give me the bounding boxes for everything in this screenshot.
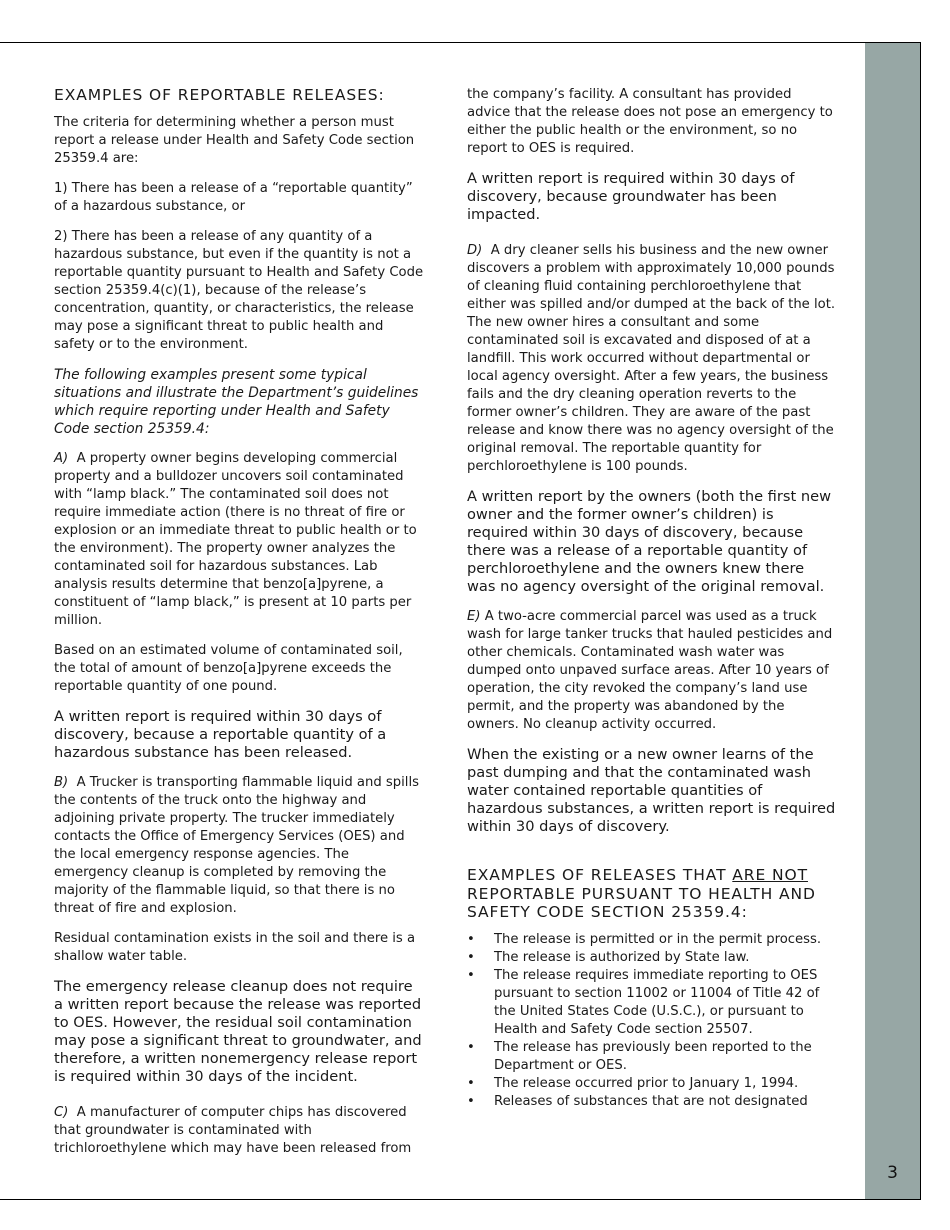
example-a-followup: Based on an estimated volume of contaminated soil, the total of amount of benzo[a]pyrene exceeds the reportable quantity of one pound. — [54, 642, 403, 694]
not-reportable-heading-pre: EXAMPLES OF RELEASES THAT — [467, 866, 733, 884]
top-rule — [0, 42, 921, 43]
list-item-text: The release has previously been reported to the Department or OES. — [494, 1039, 812, 1073]
example-c — [54, 1104, 426, 1158]
list-item — [467, 967, 837, 1039]
not-reportable-heading-post: REPORTABLE PURSUANT TO HEALTH AND SAFETY CODE SECTION 25359.4: — [467, 884, 816, 922]
list-item — [467, 949, 837, 967]
example-d — [467, 242, 837, 476]
spacer — [467, 848, 837, 866]
bullet-icon: • — [467, 967, 475, 983]
example-a-conclusion: A written report is required within 30 days of discovery, because a reportable quantity of a hazardous substance has been released. — [54, 707, 387, 761]
bullet-icon: • — [467, 949, 475, 965]
example-b-followup: Residual contamination exists in the soil and there is a shallow water table. — [54, 930, 416, 964]
bullet-icon: • — [467, 931, 475, 947]
example-d-conclusion: A written report by the owners (both the first new owner and the former owner’s children) is required within 30 days of discovery, because there was a release of a reportable quantity of perchloroethylene and the owners knew there was no agency oversight of the original removal. — [467, 488, 832, 595]
bottom-rule — [0, 1199, 921, 1200]
bullet-icon: • — [467, 1093, 475, 1109]
example-e-label: E) — [467, 609, 481, 624]
example-c-conclusion: A written report is required within 30 days of discovery, because groundwater has been impacted. — [467, 170, 795, 223]
example-a — [54, 450, 426, 630]
list-item — [467, 931, 837, 949]
example-c-label: C) — [54, 1104, 69, 1120]
example-d-label: D) — [467, 243, 483, 258]
example-a-label: A) — [54, 450, 69, 466]
list-item-text: The release occurred prior to January 1, 1994. — [494, 1075, 799, 1091]
example-e-text: A two-acre commercial parcel was used as a truck wash for large tanker trucks that hauled pesticides and other chemicals. Contaminated wash water was dumped onto unpaved surface areas. After 10 years of operation, the city revoked the company’s land use permit, and the property was abandoned by the owners. No cleanup activity occurred. — [467, 609, 833, 732]
bullet-icon: • — [467, 1039, 475, 1055]
page-number: 3 — [887, 1163, 898, 1183]
not-reportable-heading-underlined: ARE NOT — [732, 866, 808, 884]
side-band — [865, 43, 920, 1199]
not-reportable-list — [467, 931, 837, 1111]
criterion-1: 1) There has been a release of a “reportable quantity” of a hazardous substance, or — [54, 180, 413, 214]
example-b — [54, 774, 426, 918]
examples-intro: The following examples present some typical situations and illustrate the Department’s guidelines which require reporting under Health and Safety Code section 25359.4: — [54, 366, 419, 437]
reportable-releases-heading: EXAMPLES OF REPORTABLE RELEASES: — [54, 86, 385, 104]
example-e — [467, 608, 837, 734]
example-b-label: B) — [54, 774, 69, 790]
right-column — [467, 86, 837, 1111]
example-c-continued: the company’s facility. A consultant has provided advice that the release does not pose an emergency to either the public health or the environment, so no report to OES is required. — [467, 87, 833, 156]
example-c-text: A manufacturer of computer chips has discovered that groundwater is contaminated with trichloroethylene which may have been released from — [54, 1104, 412, 1156]
criteria-intro: The criteria for determining whether a person must report a release under Health and Safety Code section 25359.4 are: — [54, 114, 415, 166]
example-a-text: A property owner begins developing commercial property and a bulldozer uncovers soil contaminated with “lamp black.” The contaminated soil does not require immediate action (there is no threat of fire or explosion or an immediate threat to public health or to the environment). The property owner analyzes the contaminated soil for hazardous substances. Lab analysis results determine that benzo[a]pyrene, a constituent of “lamp black,” is present at 10 parts per million. — [54, 450, 417, 628]
side-edge-rule — [920, 42, 921, 1200]
list-item — [467, 1075, 837, 1093]
list-item — [467, 1039, 837, 1075]
example-e-conclusion: When the existing or a new owner learns of the past dumping and that the contaminated wash water contained reportable quantities of hazardous substances, a written report is required within 30 days of discovery. — [467, 746, 836, 835]
criterion-2: 2) There has been a release of any quantity of a hazardous substance, but even if the quantity is not a reportable quantity pursuant to Health and Safety Code section 25359.4(c)(1), because of the release’s concentration, quantity, or characteristics, the release may pose a significant threat to public health and safety or to the environment. — [54, 228, 424, 352]
list-item-text: Releases of substances that are not designated — [494, 1093, 808, 1109]
left-column — [54, 86, 426, 1170]
example-b-text: A Trucker is transporting flammable liquid and spills the contents of the truck onto the highway and adjoining private property. The trucker immediately contacts the Office of Emergency Services (OES) and the local emergency response agencies. The emergency cleanup is completed by removing the majority of the flammable liquid, so that there is no threat of fire and explosion. — [54, 774, 419, 916]
example-b-conclusion: The emergency release cleanup does not require a written report because the release was reported to OES. However, the residual soil contamination may pose a significant threat to groundwater, and therefore, a written nonemergency release report is required within 30 days of the incident. — [54, 977, 422, 1085]
list-item-text: The release is permitted or in the permit process. — [494, 931, 822, 947]
list-item-text: The release is authorized by State law. — [494, 949, 750, 965]
example-d-text: A dry cleaner sells his business and the new owner discovers a problem with approximately 10,000 pounds of cleaning fluid containing perchloroethylene that either was spilled and/or dumped at the back of the lot. The new owner hires a consultant and some contaminated soil is excavated and disposed of at a landfill. This work occurred without departmental or local agency oversight. After a few years, the business fails and the dry cleaning operation reverts to the former owner’s children. They are aware of the past release and know there was no agency oversight of the original removal. The reportable quantity for perchloroethylene is 100 pounds. — [467, 243, 836, 474]
bullet-icon: • — [467, 1075, 475, 1091]
not-reportable-heading — [467, 866, 837, 922]
list-item-text: The release requires immediate reporting to OES pursuant to section 11002 or 11004 of Title 42 of the United States Code (U.S.C.), or pursuant to Health and Safety Code section 25507. — [494, 967, 820, 1037]
list-item — [467, 1093, 837, 1111]
